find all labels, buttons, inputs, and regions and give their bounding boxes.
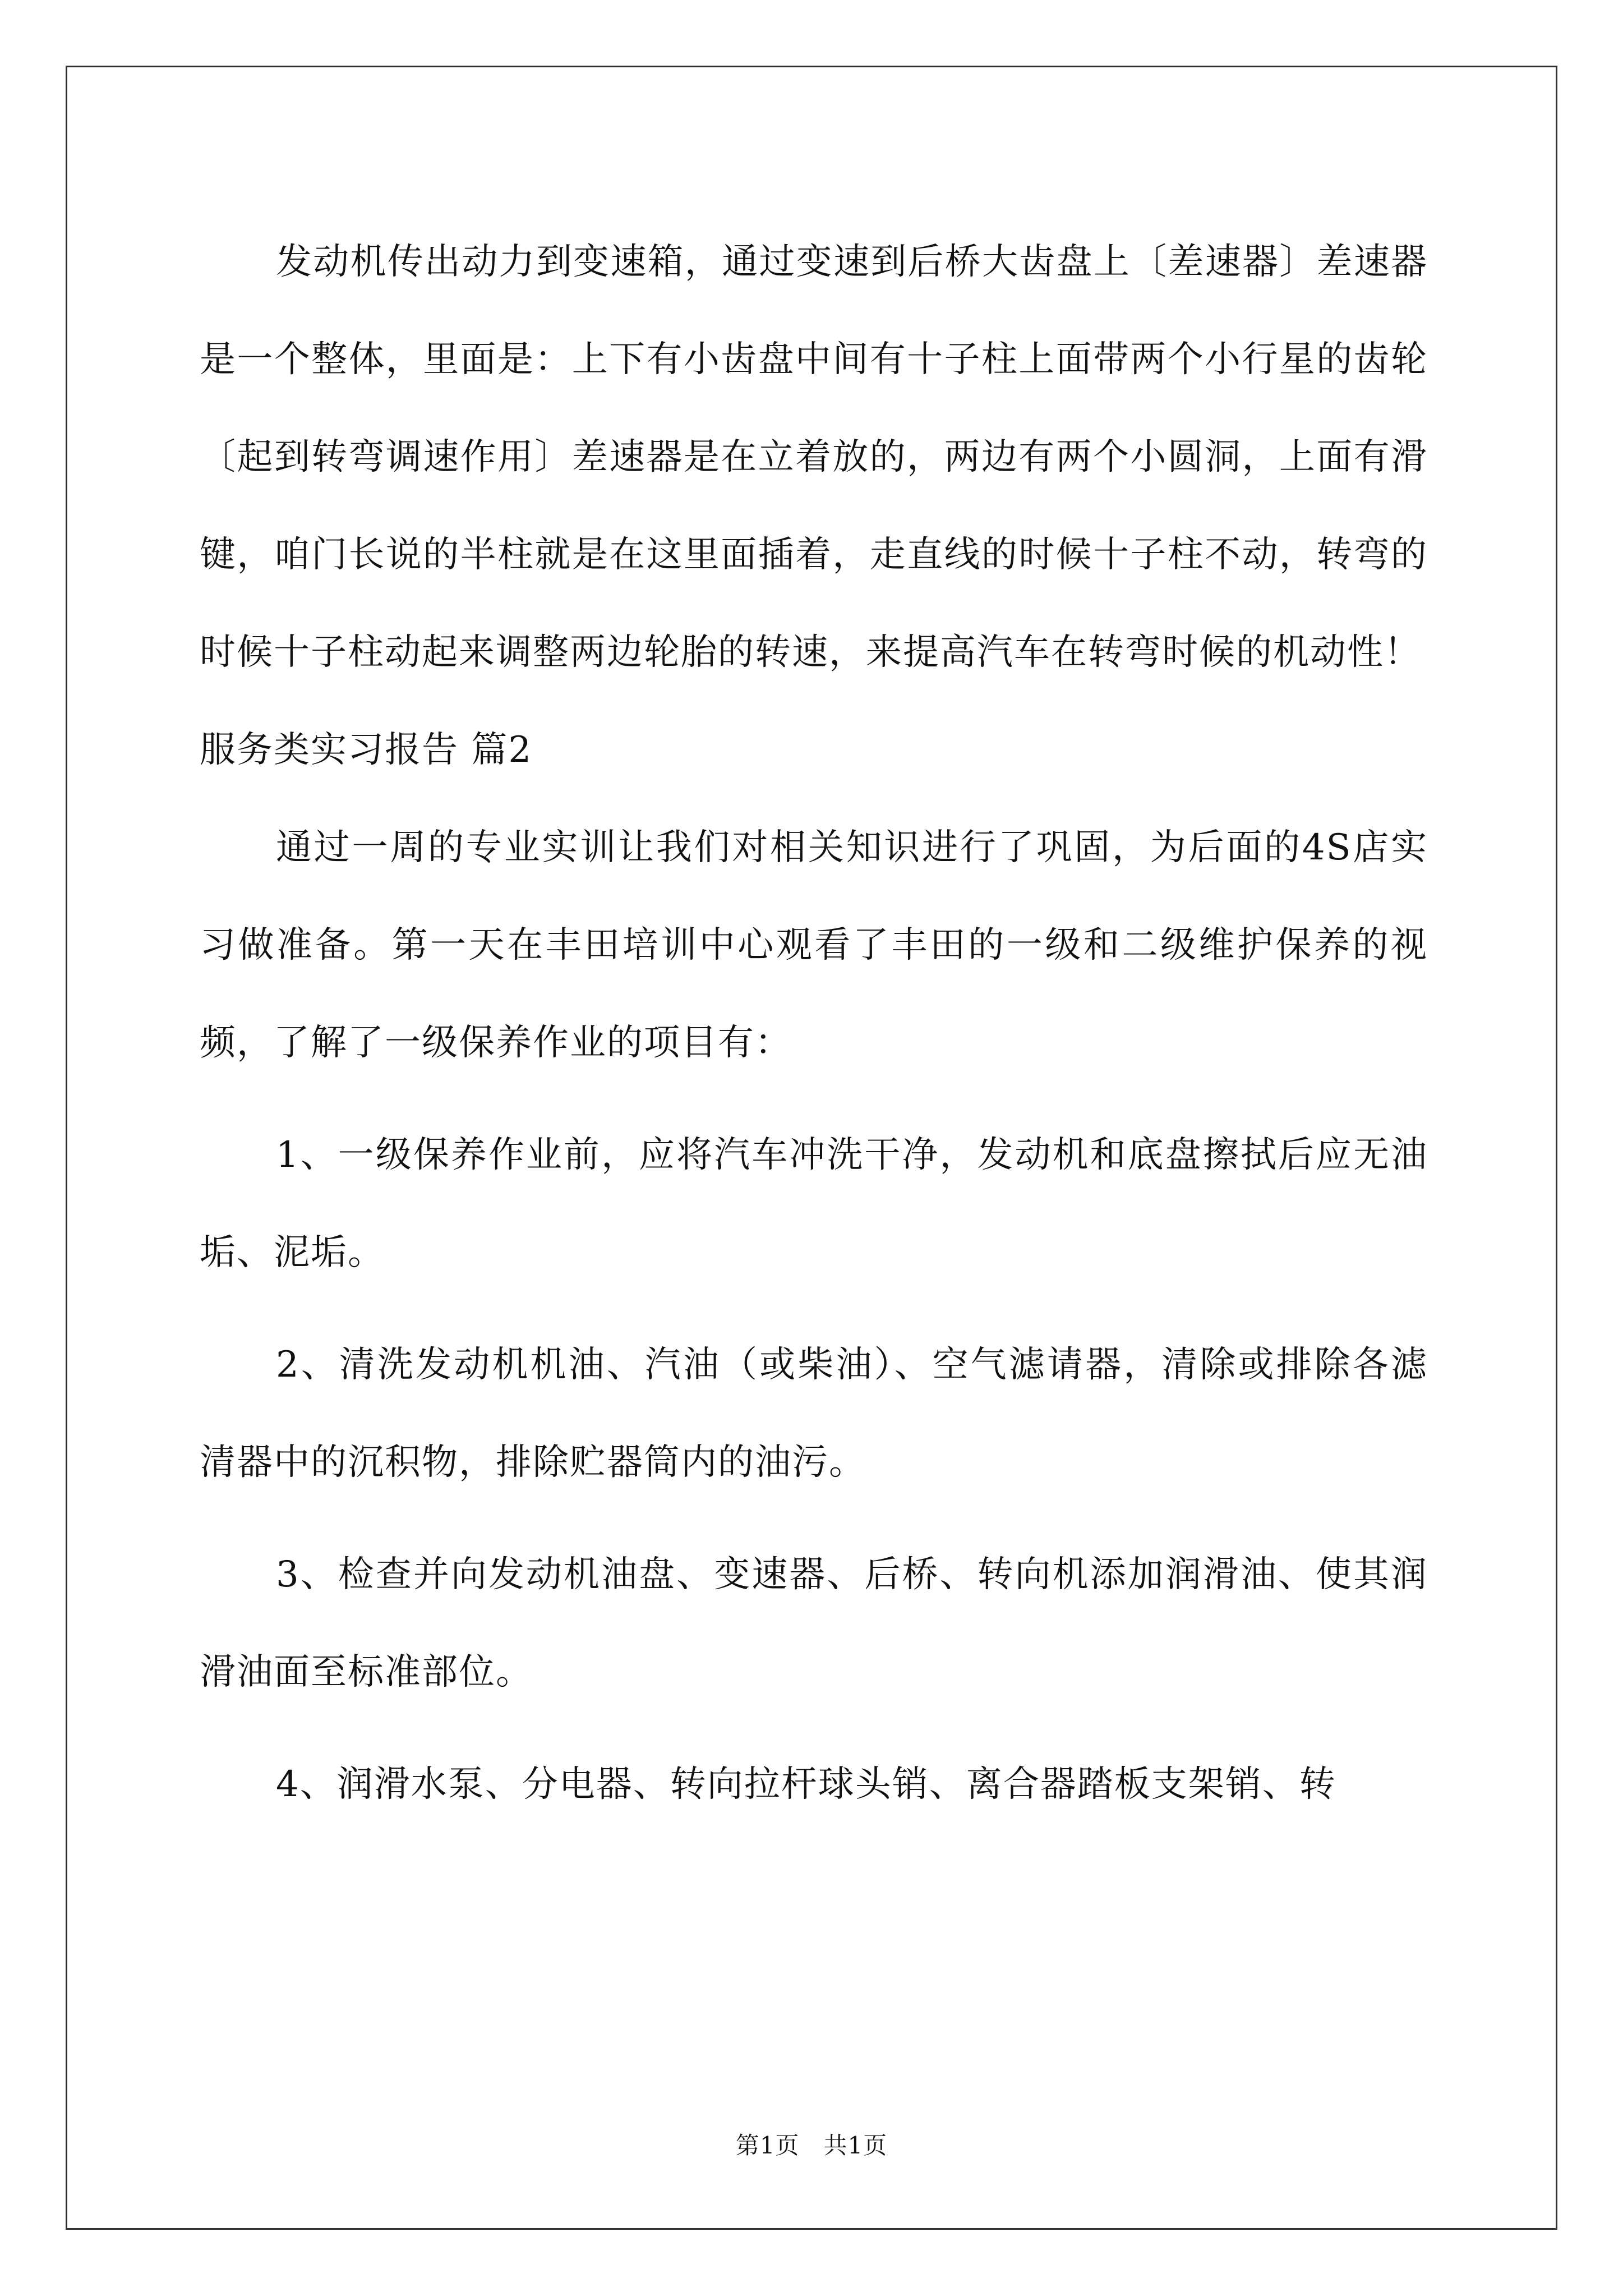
section-heading: 服务类实习报告 篇2 [200, 729, 533, 771]
list-item-2: 2、清洗发动机机油、汽油（或柴油）、空气滤请器，清除或排除各滤清器中的沉积物，排除贮器筒内的油污。 [200, 1344, 1428, 1483]
list-item-1: 1、一级保养作业前，应将汽车冲洗干净，发动机和底盘擦拭后应无油垢、泥垢。 [200, 1134, 1428, 1273]
page-footer: 第1页 共1页 [735, 2132, 888, 2159]
document-body [200, 213, 1428, 1833]
paragraph-intro: 通过一周的专业实训让我们对相关知识进行了巩固，为后面的4S店实习做准备。第一天在丰田培训中心观看了丰田的一级和二级维护保养的视频，了解了一级保养作业的项目有： [200, 827, 1428, 1064]
paragraph-differential: 发动机传出动力到变速箱，通过变速到后桥大齿盘上〔差速器〕差速器是一个整体，里面是：上下有小齿盘中间有十子柱上面带两个小行星的齿轮〔起到转弯调速作用〕差速器是在立着放的，两边有两个小圆洞，上面有滑键，咱门长说的半柱就是在这里面插着，走直线的时候十子柱不动，转弯的时候十子柱动起来调整两边轮胎的转速，来提高汽车在转弯时候的机动性！ [200, 241, 1428, 673]
list-item-3: 3、检查并向发动机油盘、变速器、后桥、转向机添加润滑油、使其润滑油面至标准部位。 [200, 1554, 1428, 1693]
list-item-4: 4、润滑水泵、分电器、转向拉杆球头销、离合器踏板支架销、转 [276, 1764, 1336, 1805]
